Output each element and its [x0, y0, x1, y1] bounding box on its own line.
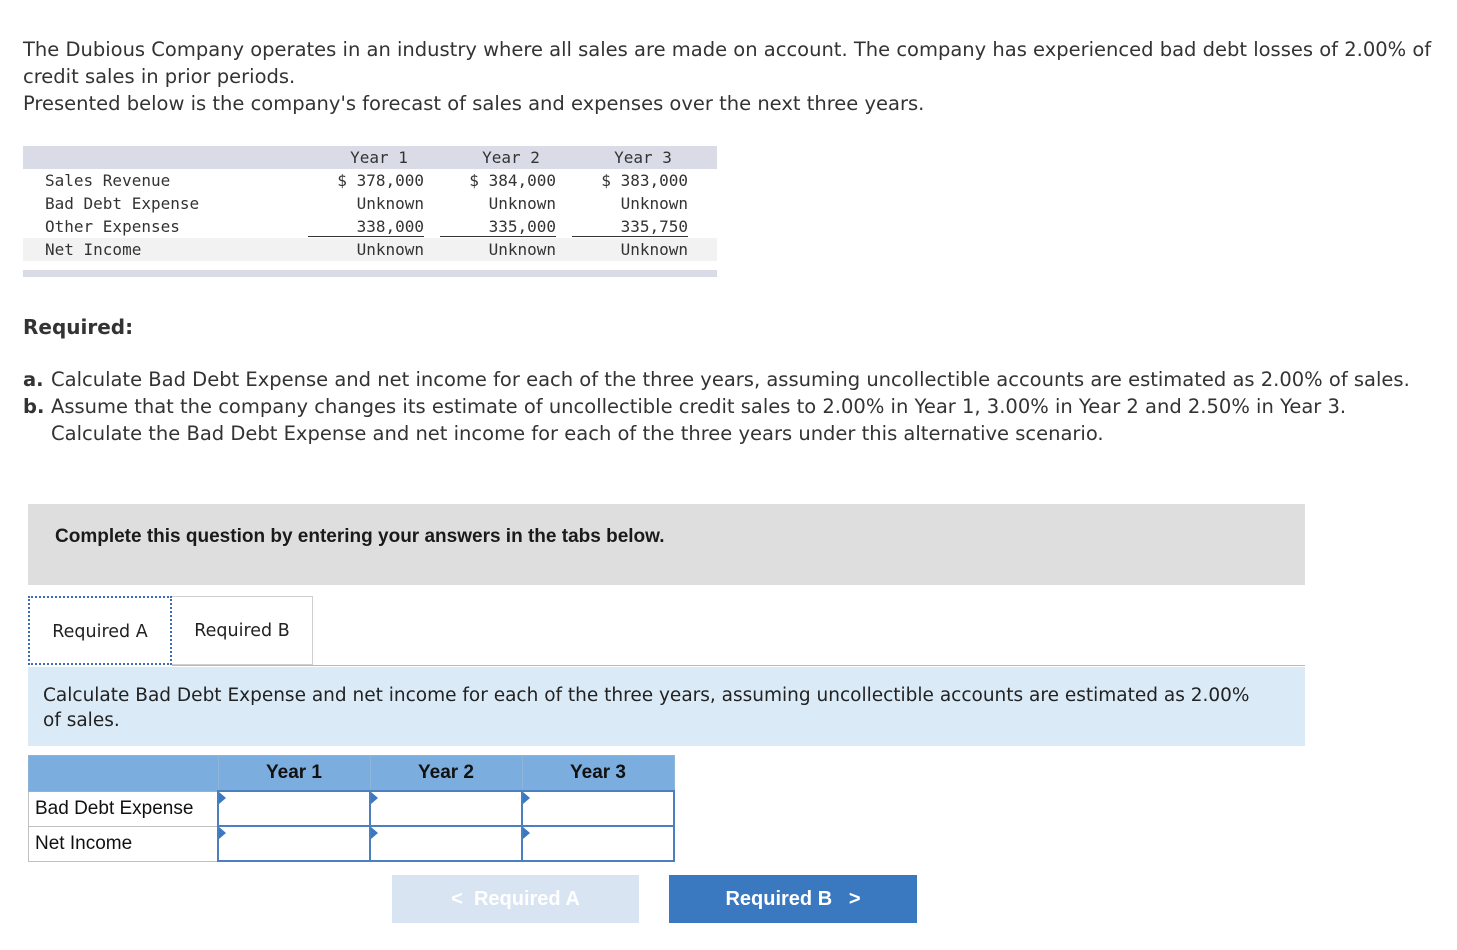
banner-text: Complete this question by entering your answers in the tabs below. — [55, 526, 665, 547]
forecast-footer-bar — [23, 270, 717, 277]
forecast-cell: $ 383,000 — [601, 171, 688, 190]
forecast-cell: $ 384,000 — [469, 171, 556, 190]
forecast-header-year-1: Year 1 — [350, 148, 408, 167]
input-marker-icon — [523, 792, 530, 804]
instructions-banner — [28, 504, 1305, 585]
forecast-cell: Unknown — [488, 240, 556, 259]
forecast-cell: Unknown — [356, 240, 424, 259]
forecast-cell-value: 335,750 — [572, 217, 688, 237]
tab-instruction-panel — [28, 667, 1305, 746]
required-item-b-prefix: b. — [23, 395, 45, 418]
prev-button-label: Required A — [473, 887, 580, 910]
answer-header-year-1: Year 1 — [218, 756, 370, 792]
forecast-cell — [440, 217, 556, 237]
forecast-header-year-2: Year 2 — [482, 148, 540, 167]
bad-debt-year-2-input[interactable] — [371, 792, 521, 825]
answer-row-net-income — [29, 826, 675, 861]
net-income-year-3-input-cell[interactable] — [522, 826, 674, 861]
net-income-year-3-input[interactable] — [523, 827, 673, 860]
bad-debt-year-3-input[interactable] — [523, 792, 673, 825]
tab-required-b[interactable]: Required B — [172, 596, 313, 665]
chevron-right-icon: > — [848, 887, 861, 910]
answer-row-label: Net Income — [29, 826, 219, 861]
net-income-year-2-input[interactable] — [371, 827, 521, 860]
tab-required-a[interactable]: Required A — [28, 596, 172, 665]
forecast-row-label: Sales Revenue — [45, 171, 171, 190]
forecast-cell-value: 338,000 — [308, 217, 424, 237]
forecast-row-bad-debt — [23, 192, 717, 215]
required-item-a-text: Calculate Bad Debt Expense and net income for each of the three years, assuming uncollectible accounts are estimated as 2.00% of sales. — [51, 368, 1410, 391]
answer-header-year-2: Year 2 — [370, 756, 522, 792]
answer-table — [28, 755, 675, 862]
forecast-cell — [308, 217, 424, 238]
required-list — [23, 366, 1438, 447]
bad-debt-year-1-input[interactable] — [219, 792, 369, 825]
required-item-b — [23, 393, 1438, 447]
required-heading: Required: — [23, 315, 134, 339]
answer-header-blank — [29, 756, 219, 792]
forecast-cell: $ 378,000 — [337, 171, 424, 190]
answer-header-row — [29, 756, 675, 792]
forecast-cell: Unknown — [356, 194, 424, 213]
forecast-cell-value: 335,000 — [440, 217, 556, 237]
prev-required-a-button[interactable] — [392, 875, 639, 923]
next-button-label: Required B — [725, 887, 833, 910]
required-item-b-text: Assume that the company changes its estimate of uncollectible credit sales to 2.00% in Year 1, 3.00% in Year 2 and 2.50% in Year 3. Calculate the Bad Debt Expense and net income for each of the three years under this alternative scenario. — [51, 395, 1347, 445]
input-marker-icon — [523, 827, 530, 839]
input-marker-icon — [219, 827, 226, 839]
forecast-header-row — [23, 146, 717, 169]
forecast-row-sales — [23, 169, 717, 192]
forecast-row-label: Net Income — [45, 240, 142, 259]
bad-debt-year-3-input-cell[interactable] — [522, 791, 674, 826]
forecast-row-label: Other Expenses — [45, 217, 180, 236]
net-income-year-1-input[interactable] — [219, 827, 369, 860]
answer-header-year-3: Year 3 — [522, 756, 674, 792]
tab-instruction-text: Calculate Bad Debt Expense and net income for each of the three years, assuming uncollectible accounts are estimated as 2.00% of sales. — [43, 685, 1250, 731]
bad-debt-year-2-input-cell[interactable] — [370, 791, 522, 826]
next-required-b-button[interactable] — [669, 875, 917, 923]
forecast-cell: Unknown — [488, 194, 556, 213]
input-marker-icon — [371, 792, 378, 804]
intro-line-2: Presented below is the company's forecast of sales and expenses over the next three years. — [23, 92, 925, 115]
answer-row-bad-debt — [29, 791, 675, 826]
forecast-header-year-3: Year 3 — [614, 148, 672, 167]
forecast-row-label: Bad Debt Expense — [45, 194, 200, 213]
forecast-row-other-expenses — [23, 215, 717, 238]
input-marker-icon — [371, 827, 378, 839]
required-item-a-prefix: a. — [23, 368, 44, 391]
forecast-row-net-income — [23, 238, 717, 261]
required-item-a — [23, 366, 1438, 393]
chevron-left-icon: < — [451, 887, 463, 910]
intro-line-1: The Dubious Company operates in an industry where all sales are made on account. The company has experienced bad debt losses of 2.00% of credit sales in prior periods. — [23, 38, 1432, 88]
problem-intro — [23, 36, 1433, 117]
forecast-cell: Unknown — [620, 240, 688, 259]
forecast-cell — [572, 217, 688, 237]
tab-divider — [172, 665, 1305, 666]
net-income-year-1-input-cell[interactable] — [218, 826, 370, 861]
forecast-cell: Unknown — [620, 194, 688, 213]
answer-row-label: Bad Debt Expense — [29, 791, 219, 826]
forecast-table — [23, 146, 717, 277]
bad-debt-year-1-input-cell[interactable] — [218, 791, 370, 826]
net-income-year-2-input-cell[interactable] — [370, 826, 522, 861]
input-marker-icon — [219, 792, 226, 804]
